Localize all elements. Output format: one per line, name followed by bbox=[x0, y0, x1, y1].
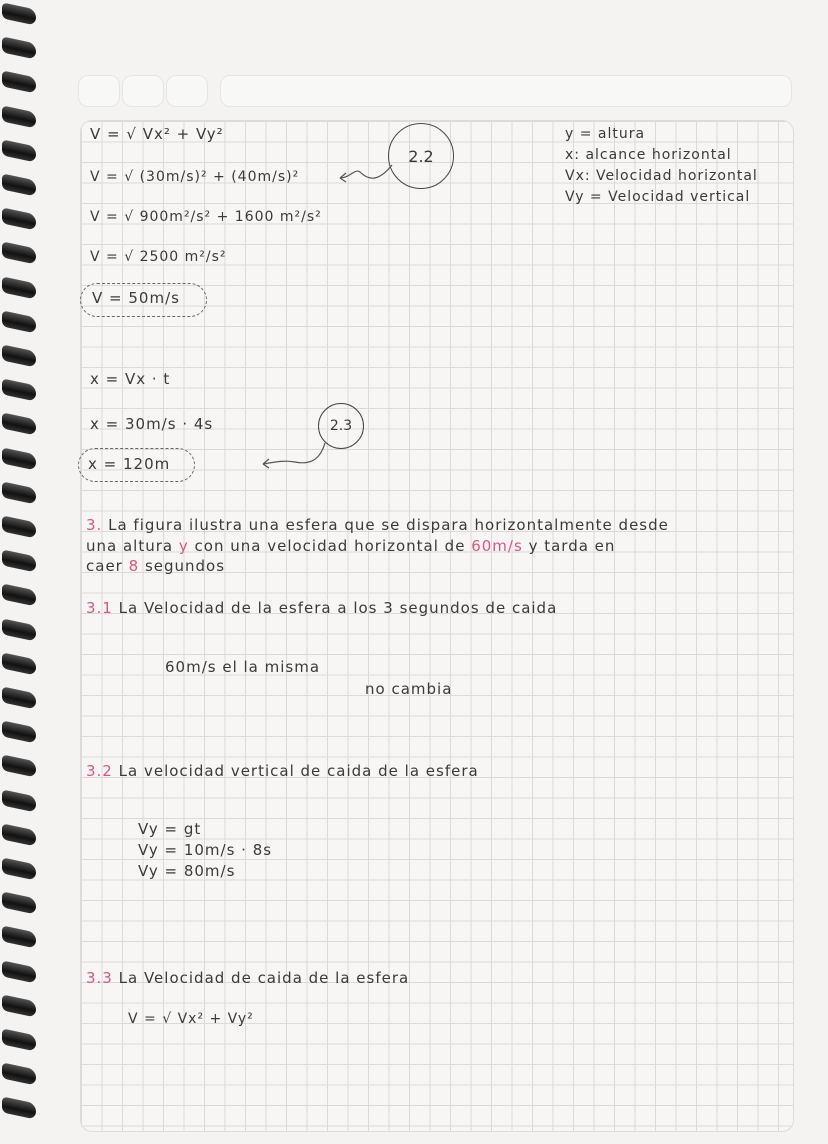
spiral-ring-icon bbox=[2, 1028, 36, 1051]
spiral-ring-icon bbox=[2, 1063, 36, 1086]
spiral-ring-icon bbox=[2, 481, 36, 504]
spiral-ring-icon bbox=[2, 823, 36, 846]
spiral-ring-icon bbox=[2, 310, 36, 333]
problem-text: caer 8 segundos bbox=[86, 557, 226, 575]
spiral-ring-icon bbox=[2, 584, 36, 607]
equation: V = √ Vx² + Vy² bbox=[90, 125, 224, 143]
spiral-ring-icon bbox=[2, 721, 36, 744]
equation: V = √ 900m²/s² + 1600 m²/s² bbox=[90, 209, 322, 225]
part-label: 2.3 bbox=[329, 418, 353, 434]
spiral-ring-icon bbox=[2, 379, 36, 402]
spiral-ring-icon bbox=[2, 173, 36, 196]
spiral-ring-icon bbox=[2, 550, 36, 573]
equation: Vy = 80m/s bbox=[138, 862, 236, 880]
spiral-ring-icon bbox=[2, 344, 36, 367]
spiral-ring-icon bbox=[2, 413, 36, 436]
part-label: 2.2 bbox=[408, 146, 434, 166]
header-box bbox=[166, 75, 208, 107]
equation: Vy = 10m/s · 8s bbox=[138, 841, 273, 859]
equation: x = Vx · t bbox=[90, 370, 171, 388]
spiral-ring-icon bbox=[2, 960, 36, 983]
spiral-ring-icon bbox=[2, 208, 36, 231]
spiral-ring-icon bbox=[2, 37, 36, 60]
spiral-ring-icon bbox=[2, 1097, 36, 1120]
arrow-icon bbox=[255, 440, 335, 475]
answer: no cambia bbox=[365, 680, 453, 698]
header-box bbox=[78, 75, 120, 107]
equation: Vy = gt bbox=[138, 820, 202, 838]
legend-item: x: alcance horizontal bbox=[565, 147, 732, 163]
spiral-ring-icon bbox=[2, 892, 36, 915]
legend-item: Vx: Velocidad horizontal bbox=[565, 168, 758, 184]
spiral-ring-icon bbox=[2, 686, 36, 709]
equation: V = √ 2500 m²/s² bbox=[90, 249, 227, 265]
result: x = 120m bbox=[88, 455, 171, 473]
problem-text: 3. La figura ilustra una esfera que se dispara horizontalmente desde bbox=[86, 516, 669, 534]
spiral-ring-icon bbox=[2, 618, 36, 641]
spiral-ring-icon bbox=[2, 789, 36, 812]
notebook-spiral bbox=[0, 0, 40, 1144]
spiral-ring-icon bbox=[2, 857, 36, 880]
spiral-ring-icon bbox=[2, 447, 36, 470]
problem-text: una altura y con una velocidad horizontal de 60m/s y tarda en bbox=[86, 537, 616, 555]
result: V = 50m/s bbox=[92, 289, 180, 307]
arrow-icon bbox=[330, 160, 400, 190]
header-box bbox=[220, 75, 792, 107]
equation: x = 30m/s · 4s bbox=[90, 415, 214, 433]
spiral-ring-icon bbox=[2, 242, 36, 265]
question-3-3: 3.3 La Velocidad de caida de la esfera bbox=[86, 969, 410, 987]
spiral-ring-icon bbox=[2, 652, 36, 675]
spiral-ring-icon bbox=[2, 994, 36, 1017]
spiral-ring-icon bbox=[2, 276, 36, 299]
spiral-ring-icon bbox=[2, 139, 36, 162]
spiral-ring-icon bbox=[2, 515, 36, 538]
answer: 60m/s el la misma bbox=[165, 658, 321, 676]
header-box bbox=[122, 75, 164, 107]
spiral-ring-icon bbox=[2, 926, 36, 949]
question-3-1: 3.1 La Velocidad de la esfera a los 3 segundos de caida bbox=[86, 599, 558, 617]
equation: V = √ Vx² + Vy² bbox=[128, 1011, 254, 1027]
equation: V = √ (30m/s)² + (40m/s)² bbox=[90, 169, 300, 185]
spiral-ring-icon bbox=[2, 2, 36, 25]
legend-item: Vy = Velocidad vertical bbox=[565, 189, 751, 205]
spiral-ring-icon bbox=[2, 105, 36, 128]
spiral-ring-icon bbox=[2, 71, 36, 94]
question-3-2: 3.2 La velocidad vertical de caida de la esfera bbox=[86, 762, 479, 780]
legend-item: y = altura bbox=[565, 126, 646, 142]
spiral-ring-icon bbox=[2, 755, 36, 778]
